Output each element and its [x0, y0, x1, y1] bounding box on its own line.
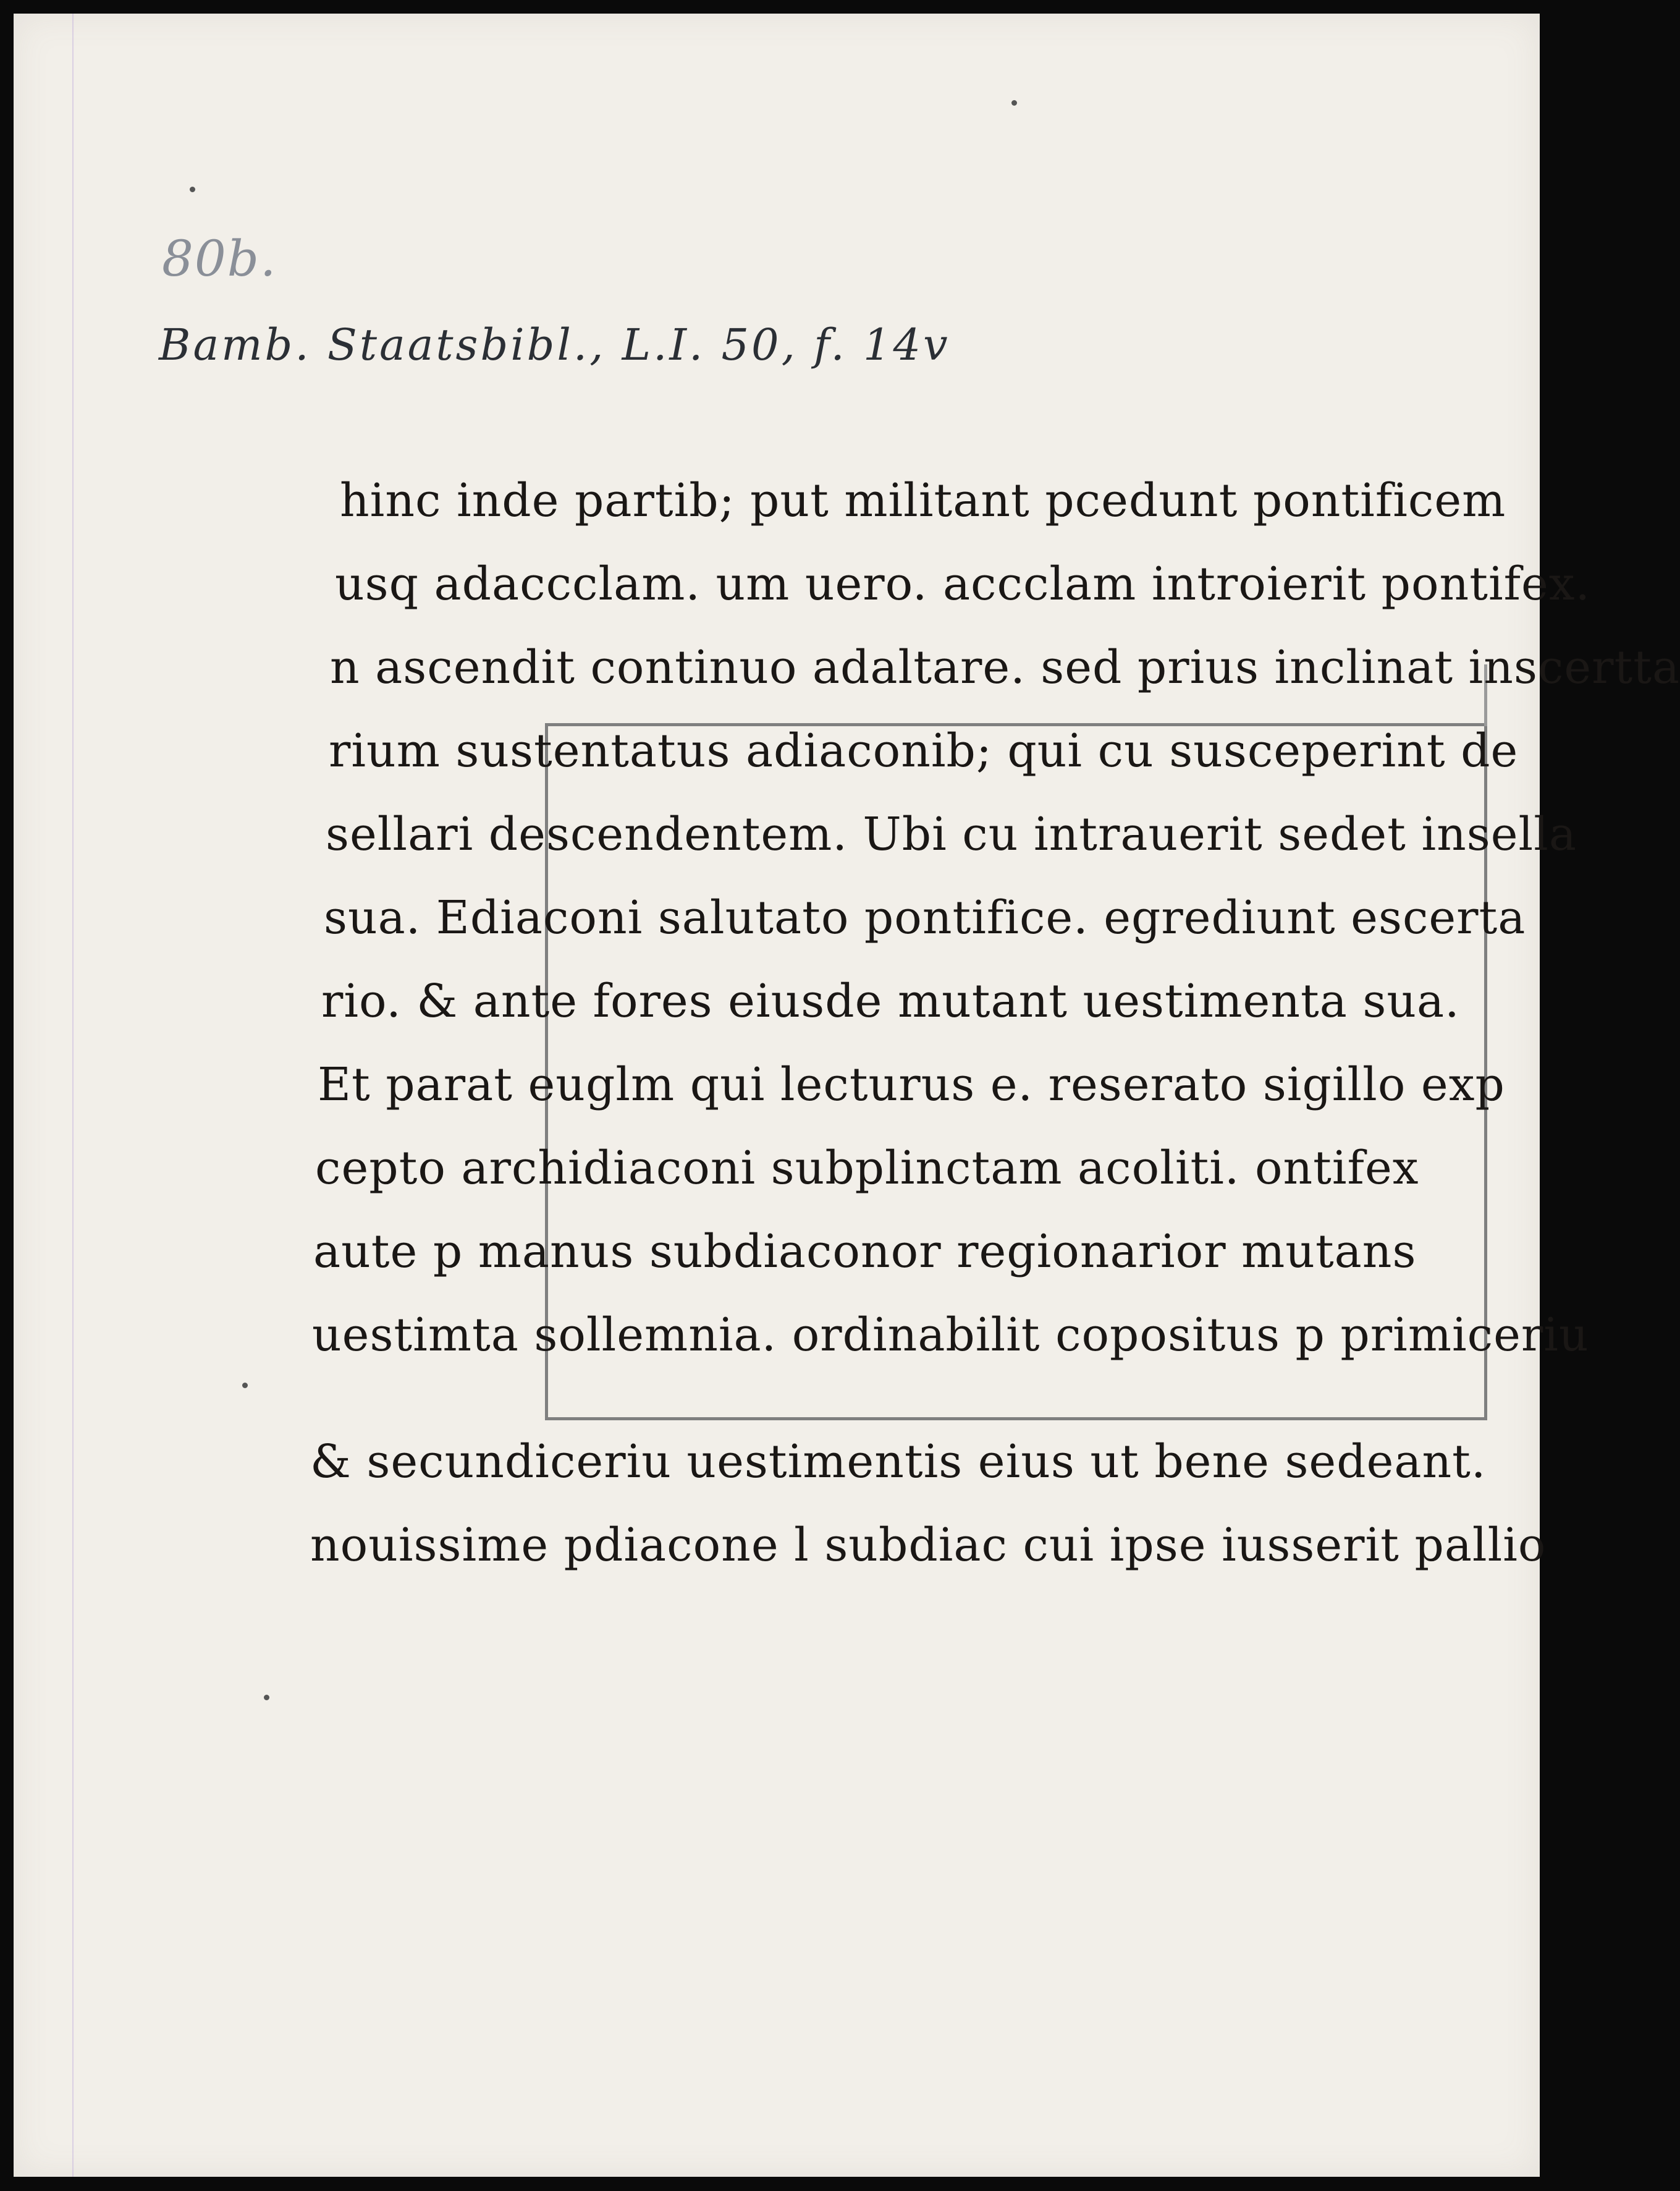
- paper-speck: [264, 1695, 269, 1700]
- manuscript-line: Et parat euglm qui lecturus e. reserato sigillo exp: [318, 1058, 1505, 1111]
- manuscript-line: usq adaccclam. um uero. accclam introierit pontifex.: [335, 557, 1591, 611]
- scanned-sheet: [14, 14, 1680, 2177]
- paper-speck: [190, 187, 195, 192]
- manuscript-line: rium sustentatus adiaconib; qui cu susceperint de: [329, 724, 1519, 778]
- manuscript-line: sua. Ediaconi salutato pontifice. egrediunt escerta: [324, 891, 1526, 944]
- manuscript-line: hinc inde partib; put militant pcedunt pontificem: [340, 474, 1506, 527]
- manuscript-line: & secundiceriu uestimentis eius ut bene sedeant.: [310, 1435, 1487, 1488]
- manuscript-line: cepto archidiaconi subplinctam acoliti. ontifex: [315, 1142, 1419, 1195]
- manuscript-line: n ascendit continuo adaltare. sed prius inclinat inscertta: [330, 641, 1680, 694]
- paper-speck: [1011, 100, 1017, 106]
- paper-speck: [242, 1383, 248, 1388]
- manuscript-line: aute p manus subdiaconor regionarior mutans: [313, 1225, 1417, 1278]
- manuscript-line: nouissime pdiacone l subdiac cui ipse iusserit pallio: [310, 1519, 1547, 1572]
- manuscript-line: rio. & ante fores eiusde mutant uestimenta sua.: [321, 975, 1460, 1028]
- shelfmark-note: Bamb. Staatsbibl., L.I. 50, f. 14v: [159, 320, 950, 370]
- manuscript-line: uestimta sollemnia. ordinabilit copositus p primiceriu: [312, 1308, 1589, 1362]
- folio-note: 80b.: [162, 230, 277, 287]
- margin-rule: [72, 14, 74, 2177]
- manuscript-line: sellari descendentem. Ubi cu intrauerit sedet insella: [326, 808, 1577, 861]
